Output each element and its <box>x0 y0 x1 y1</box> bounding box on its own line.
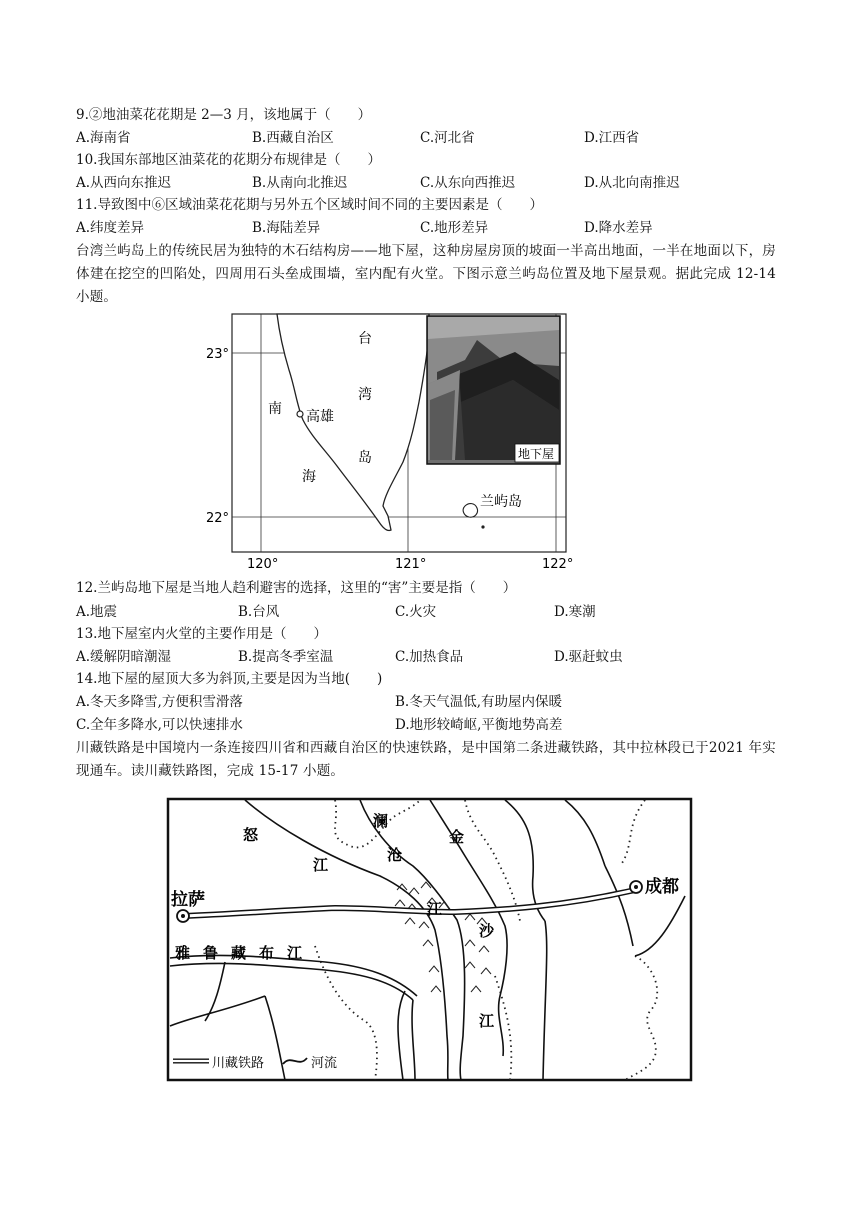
sea-char-2: 海 <box>302 469 316 485</box>
yarlung-char-3: 藏 <box>231 944 247 962</box>
jinsha-char-3: 江 <box>479 1012 495 1030</box>
q10-option-b: B.从南向北推迟 <box>252 175 348 191</box>
q11-option-c: C.地形差异 <box>420 220 489 236</box>
taiwan-char-3: 岛 <box>358 450 372 466</box>
jinsha-char-2: 沙 <box>479 922 495 940</box>
small-islet <box>481 525 484 528</box>
q14-stem: 14.地下屋的屋顶大多为斜顶,主要是因为当地( ) <box>76 671 383 687</box>
q13-option-c: C.加热食品 <box>395 649 464 665</box>
lon-122-label: 122° <box>542 557 574 572</box>
q14-option-b: B.冬天气温低,有助屋内保暖 <box>395 694 563 710</box>
q9-options <box>76 129 696 147</box>
sichuan-tibet-railway-map <box>165 796 695 1084</box>
lat-22-label: 22° <box>206 511 230 526</box>
q11-option-a: A.纬度差异 <box>76 220 145 236</box>
q13-option-b: B.提高冬季室温 <box>238 649 334 665</box>
q12-option-d: D.寒潮 <box>554 604 596 620</box>
q10-option-a: A.从西向东推迟 <box>76 175 172 191</box>
q11-option-d: D.降水差异 <box>584 220 653 236</box>
q12-option-a: A.地震 <box>76 604 118 620</box>
lancang-char-1: 澜 <box>373 812 389 830</box>
nu-char-2: 江 <box>313 856 329 874</box>
passage-railway: 川藏铁路是中国境内一条连接四川省和西藏自治区的快速铁路，是中国第二条进藏铁路，其中拉林段已于2021 年实现通车。读川藏铁路图，完成 15-17 小题。 <box>76 740 776 779</box>
lanyu-label: 兰屿岛 <box>480 494 522 510</box>
lat-23-label: 23° <box>206 347 230 362</box>
kaohsiung-label: 高雄 <box>306 409 334 425</box>
q9-stem: 9.②地油菜花花期是 2—3 月，该地属于（ ） <box>76 107 372 123</box>
nu-char-1: 怒 <box>243 826 259 844</box>
chengdu-label: 成都 <box>645 877 679 897</box>
sea-char-1: 南 <box>268 401 282 417</box>
kaohsiung-city-marker <box>297 411 303 417</box>
lanyu-location-map <box>206 310 575 575</box>
q10-option-d: D.从北向南推迟 <box>584 175 680 191</box>
lhasa-city-marker <box>177 910 189 922</box>
q9-option-a: A.海南省 <box>76 130 131 146</box>
chengdu-city-marker <box>630 881 642 893</box>
q13-options <box>76 648 696 666</box>
underground-house-photo <box>427 316 560 464</box>
q12-option-b: B.台风 <box>238 604 280 620</box>
lancang-char-3: 江 <box>427 900 443 918</box>
q14-option-a: A.冬天多降雪,方便积雪滑落 <box>76 694 243 710</box>
yarlung-char-1: 雅 <box>175 944 191 962</box>
jinsha-char-1: 金 <box>449 828 465 846</box>
passage-lanyu: 台湾兰屿岛上的传统民居为独特的木石结构房——地下屋，这种房屋房顶的坡面一半高出地面，一半在地面以下，房体建在挖空的凹陷处，四周用石头垒成围墙，室内配有火堂。下图示意兰屿岛位置及地下屋景观。据此完成 12-14 小题。 <box>76 243 776 305</box>
yarlung-char-4: 布 <box>259 944 275 962</box>
q13-stem: 13.地下屋室内火堂的主要作用是（ ） <box>76 626 327 642</box>
lon-121-label: 121° <box>395 557 427 572</box>
q14-options-row2 <box>76 716 696 734</box>
q14-option-d: D.地形较崎岖,平衡地势高差 <box>395 717 563 733</box>
legend-railway-label: 川藏铁路 <box>212 1056 265 1071</box>
photo-caption: 地下屋 <box>518 447 555 461</box>
taiwan-char-2: 湾 <box>358 387 372 403</box>
q12-stem: 12.兰屿岛地下屋是当地人趋利避害的选择，这里的“害”主要是指（ ） <box>76 580 517 596</box>
q10-option-c: C.从东向西推迟 <box>420 175 516 191</box>
q12-options <box>76 603 696 621</box>
lancang-char-2: 沧 <box>387 846 403 864</box>
q14-options-row1 <box>76 693 696 711</box>
q14-option-c: C.全年多降水,可以快速排水 <box>76 717 243 733</box>
q10-options <box>76 174 696 192</box>
q13-option-d: D.驱赶蚊虫 <box>554 649 623 665</box>
q9-option-d: D.江西省 <box>584 130 640 146</box>
lhasa-label: 拉萨 <box>171 890 205 910</box>
lanyu-island-shape <box>463 504 477 518</box>
q10-stem: 10.我国东部地区油菜花的花期分布规律是（ ） <box>76 152 381 168</box>
q9-option-b: B.西藏自治区 <box>252 130 334 146</box>
q12-option-c: C.火灾 <box>395 604 437 620</box>
legend-river-label: 河流 <box>311 1056 338 1071</box>
yarlung-char-2: 鲁 <box>203 944 219 962</box>
q11-option-b: B.海陆差异 <box>252 220 321 236</box>
yarlung-char-5: 江 <box>287 944 303 962</box>
q9-option-c: C.河北省 <box>420 130 475 146</box>
q11-options <box>76 219 696 237</box>
lon-120-label: 120° <box>247 557 279 572</box>
q13-option-a: A.缓解阴暗潮湿 <box>76 649 172 665</box>
taiwan-char-1: 台 <box>358 331 372 347</box>
q11-stem: 11.导致图中⑥区域油菜花花期与另外五个区域时间不同的主要因素是（ ） <box>76 197 543 213</box>
